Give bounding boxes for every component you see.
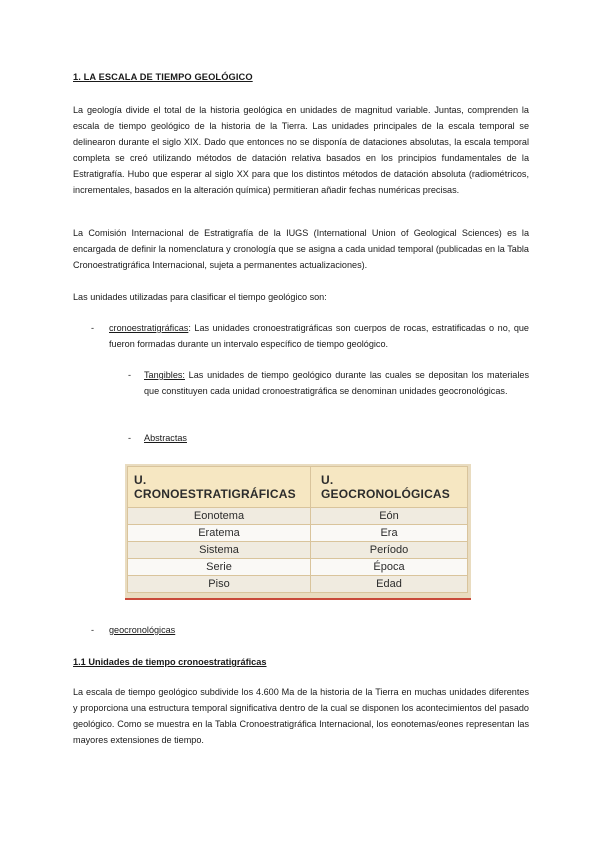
table-row xyxy=(128,559,468,576)
cell-geo: Eón xyxy=(311,508,468,525)
section-heading: 1. LA ESCALA DE TIEMPO GEOLÓGICO xyxy=(73,72,253,82)
cell-chrono: Eratema xyxy=(128,525,311,542)
term-cronoestratigraficas: cronoestratigráficas xyxy=(109,323,189,333)
table-row xyxy=(128,508,468,525)
paragraph-units-intro: Las unidades utilizadas para clasificar el tiempo geológico son: xyxy=(73,292,327,302)
definition-tangibles: Las unidades de tiempo geológico durante las cuales se depositan los materiales que constituyen cada unidad cronoestratigráfica se denominan unidades geocronológicas. xyxy=(144,370,529,397)
table-row xyxy=(128,542,468,559)
cell-geo: Época xyxy=(311,559,468,576)
paragraph-intro: La geología divide el total de la historia geológica en unidades de magnitud variable. Juntas, comprenden la escala de tiempo geológico de la historia de la Tierra. Las unidades principales de la escala temporal se delinearon durante el siglo XIX. Dado que entonces no se disponía de dataciones absolutas, la escala temporal completa se creó utilizando métodos de datación relativa basados en los principios fundamentales de la Estratigrafía. Hubo que esperar al siglo XX para que los distintos métodos de datación absoluta (radiométricos, incrementales, basados en la alteración química) permitieran añadir fechas numéricas precisas. xyxy=(73,105,529,196)
cell-chrono: Eonotema xyxy=(128,508,311,525)
table-header-row xyxy=(128,467,468,508)
cell-chrono: Serie xyxy=(128,559,311,576)
units-table xyxy=(127,466,468,593)
definition-cronoestratigraficas: : Las unidades cronoestratigráficas son cuerpos de rocas, estratificadas o no, que fueron formadas durante un intervalo específico de tiempo geológico. xyxy=(109,323,529,350)
header-geo: U. GEOCRONOLÓGICAS xyxy=(311,467,468,508)
header-chrono xyxy=(128,467,311,508)
sublist-dash: - xyxy=(128,370,132,380)
cell-geo: Era xyxy=(311,525,468,542)
term-tangibles: Tangibles: xyxy=(144,370,185,380)
table-bottom-rule xyxy=(125,598,471,600)
table-row xyxy=(128,525,468,542)
list-dash: - xyxy=(91,323,95,333)
list-item-geocronologicas xyxy=(109,622,175,638)
sublist-item-tangibles xyxy=(144,367,529,399)
paragraph-time-scale: La escala de tiempo geológico subdivide los 4.600 Ma de la historia de la Tierra en muchas unidades diferentes y proporciona una estructura temporal significativa dentro de la cual se disponen los acontecimientos del pasado geológico. Como se muestra en la Tabla Cronoestratigráfica Internacional, los eonotemas/eones representan las mayores extensiones de tiempo. xyxy=(73,687,529,746)
term-geocronologicas: geocronológicas xyxy=(109,625,176,635)
header-chrono-line1: U. xyxy=(134,473,147,487)
units-table-container xyxy=(125,464,471,599)
sublist-dash: - xyxy=(128,433,132,443)
term-abstractas: Abstractas xyxy=(144,433,187,443)
cell-chrono: Piso xyxy=(128,576,311,593)
cell-chrono: Sistema xyxy=(128,542,311,559)
cell-geo: Período xyxy=(311,542,468,559)
header-chrono-line2: CRONOESTRATIGRÁFICAS xyxy=(134,487,296,501)
sublist-item-abstractas xyxy=(144,430,187,446)
subsection-heading: 1.1 Unidades de tiempo cronoestratigráficas xyxy=(73,657,267,667)
list-item-cronoestratigraficas xyxy=(109,320,529,352)
list-dash: - xyxy=(91,625,95,635)
cell-geo: Edad xyxy=(311,576,468,593)
paragraph-iugs: La Comisión Internacional de Estratigrafía de la IUGS (International Union of Geological Sciences) es la encargada de definir la nomenclatura y cronología que se asigna a cada unidad temporal (publicadas en la Tabla Cronoestratigráfica Internacional, sujeta a permanentes actualizaciones). xyxy=(73,228,529,271)
table-row xyxy=(128,576,468,593)
